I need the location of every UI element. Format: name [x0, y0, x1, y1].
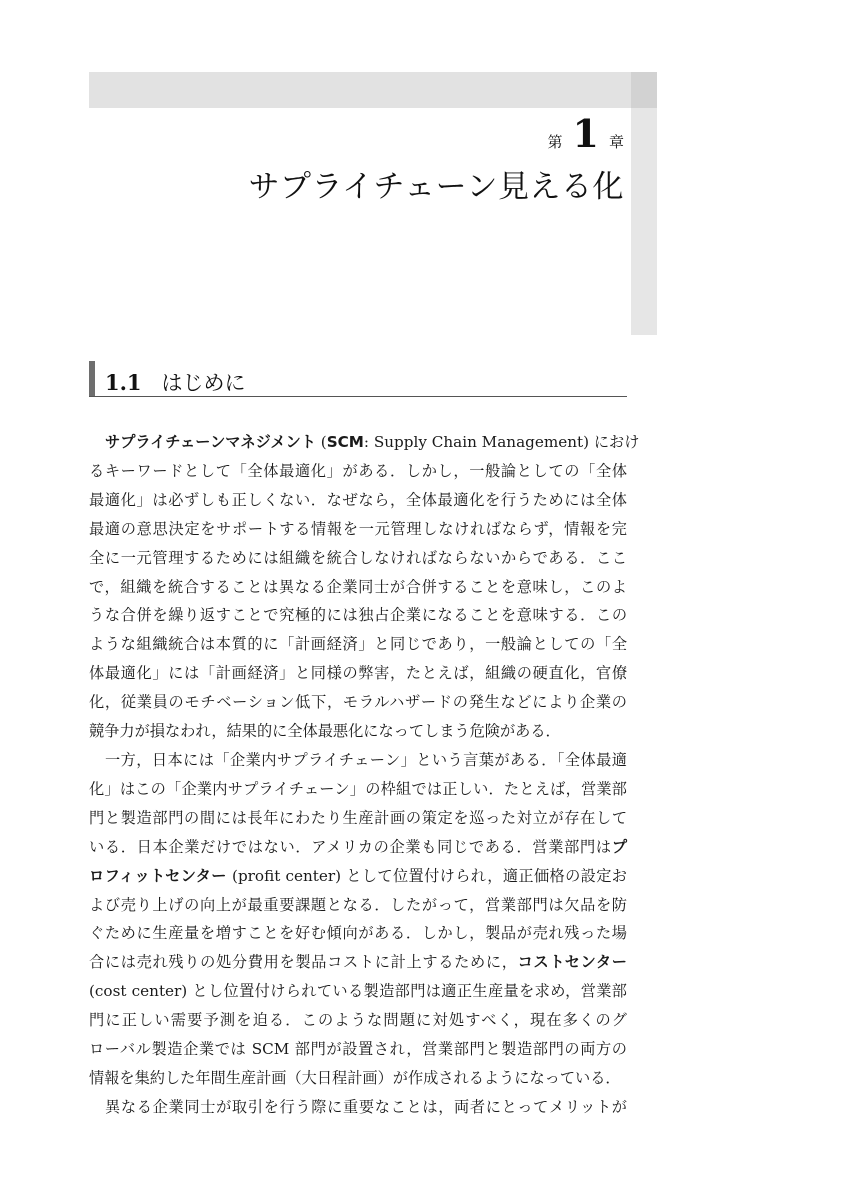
text-run: 全に一元管理するためには組織を統合しなければならないからである．ここ: [89, 548, 627, 567]
text-line: [89, 630, 627, 659]
text-run: よび売り上げの向上が最重要課題となる．したがって，営業部門は欠品を防: [89, 895, 627, 914]
section-marker-bar: [89, 361, 95, 396]
section-rule: [89, 396, 627, 397]
text-line: [89, 891, 627, 920]
bold-term: サプライチェーンマネジメント: [105, 433, 316, 451]
text-run: 体最適化」には「計画経済」と同様の弊害，たとえば，組織の硬直化，官僚: [89, 664, 627, 683]
text-run: 化」はこの「企業内サプライチェーン」の枠組では正しい．たとえば，営業部: [89, 779, 627, 798]
text-run: 合には売れ残りの処分費用を製品コストに計上するために，: [89, 953, 518, 972]
section-heading: [105, 367, 246, 397]
text-line: [89, 717, 627, 746]
chapter-number: 1: [572, 111, 599, 156]
text-run: 競争力が損なわれ，結果的に全体最悪化になってしまう危険がある．: [89, 722, 561, 741]
text-line: [89, 804, 627, 833]
text-run: 最適化」は必ずしも正しくない．なぜなら，全体最適化を行うためには全体: [89, 490, 627, 509]
text-line: [89, 948, 627, 977]
chapter-prefix: 第: [547, 133, 563, 151]
section-title: はじめに: [161, 371, 246, 395]
bold-term: コストセンター: [517, 953, 627, 972]
chapter-suffix: 章: [608, 133, 624, 151]
text-run: 異なる企業同士が取引を行う際に重要なことは，両者にとってメリットが: [105, 1097, 627, 1116]
text-run: : Supply Chain Management) におけ: [363, 433, 640, 451]
text-line: [89, 486, 627, 515]
paragraph: [89, 746, 627, 1093]
chapter-label: [547, 111, 624, 156]
text-line: [89, 544, 627, 573]
text-line: [89, 919, 627, 948]
text-run: いる．日本企業だけではない．アメリカの企業も同じである．営業部門は: [89, 837, 612, 856]
chapter-header-band: [89, 72, 631, 108]
text-run: ローバル製造企業では SCM 部門が設置され，営業部門と製造部門の両方の: [89, 1040, 627, 1059]
paragraph: [89, 1093, 627, 1122]
text-line: [89, 1093, 627, 1122]
text-line: [89, 457, 627, 486]
text-line: [89, 775, 627, 804]
text-run: うな合併を繰り返すことで究極的には独占企業になることを意味する．この: [89, 606, 627, 625]
text-line: [89, 862, 627, 891]
text-run: 一方，日本には「企業内サプライチェーン」という言葉がある．「全体最適: [105, 750, 627, 769]
paragraph: [89, 428, 640, 746]
text-line: [89, 688, 627, 717]
text-run: ぐために生産量を増すことを好む傾向がある．しかし，製品が売れ残った場: [89, 924, 627, 943]
text-run: 化，従業員のモチベーション低下，モラルハザードの発生などにより企業の: [89, 693, 627, 712]
section-number: 1.1: [105, 370, 142, 395]
text-run: 最適の意思決定をサポートする情報を一元管理しなければならず，情報を完: [89, 519, 627, 538]
text-run: (cost center) とし位置付けられている製造部門は適正生産量を求め，営業部: [89, 982, 627, 1001]
text-line: [89, 746, 627, 775]
text-line: [89, 1006, 627, 1035]
text-line: [89, 833, 627, 862]
text-run: ような組織統合は本質的に「計画経済」と同じであり，一般論としての「全: [89, 635, 627, 654]
text-run: るキーワードとして「全体最適化」がある．しかし，一般論としての「全体: [89, 461, 627, 480]
text-line: [89, 428, 640, 457]
bold-term: プ: [611, 837, 627, 856]
text-line: [89, 1035, 627, 1064]
text-run: 情報を集約した年間生産計画（大日程計画）が作成されるようになっている．: [89, 1068, 621, 1087]
bold-term: ロフィットセンター: [89, 866, 227, 885]
text-run: 門と製造部門の間には長年にわたり生産計画の策定を巡った対立が存在して: [89, 808, 627, 827]
chapter-header-corner: [631, 72, 657, 108]
text-run: 門に正しい需要予測を迫る．このような問題に対処すべく，現在多くのグ: [89, 1011, 627, 1030]
text-line: [89, 601, 627, 630]
text-line: [89, 1064, 627, 1093]
text-run: で，組織を統合することは異なる企業同士が合併することを意味し，このよ: [89, 577, 627, 596]
bold-term: SCM: [326, 433, 364, 451]
text-line: [89, 977, 627, 1006]
body-text: [89, 428, 640, 1122]
chapter-side-band: [631, 108, 657, 335]
text-run: (: [315, 433, 327, 451]
text-run: (profit center) として位置付けられ，適正価格の設定お: [226, 866, 627, 885]
chapter-title: サプライチェーン見える化: [248, 169, 624, 205]
text-line: [89, 515, 627, 544]
text-line: [89, 659, 627, 688]
text-line: [89, 573, 627, 602]
